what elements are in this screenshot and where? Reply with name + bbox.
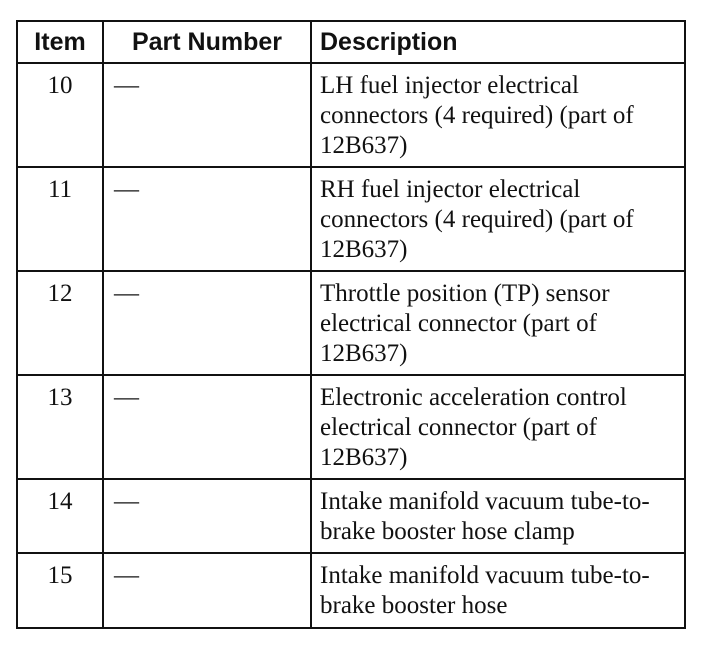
description-cell: Intake manifold vacuum tube-to-brake booster hose — [311, 553, 685, 628]
item-cell: 15 — [17, 553, 103, 628]
header-row — [17, 21, 685, 63]
table-row — [17, 63, 685, 167]
item-cell: 13 — [17, 375, 103, 479]
item-cell: 12 — [17, 271, 103, 375]
header-part-number: Part Number — [103, 21, 311, 63]
part-number-cell: — — [103, 479, 311, 553]
table-row — [17, 479, 685, 553]
description-cell: Throttle position (TP) sensor electrical connector (part of 12B637) — [311, 271, 685, 375]
table-row — [17, 375, 685, 479]
description-cell: Intake manifold vacuum tube-to-brake booster hose clamp — [311, 479, 685, 553]
description-cell: RH fuel injector electrical connectors (4 required) (part of 12B637) — [311, 167, 685, 271]
part-number-cell: — — [103, 553, 311, 628]
parts-table — [16, 20, 686, 629]
table-row — [17, 271, 685, 375]
description-cell: Electronic acceleration control electrical connector (part of 12B637) — [311, 375, 685, 479]
item-cell: 11 — [17, 167, 103, 271]
part-number-cell: — — [103, 375, 311, 479]
header-item: Item — [17, 21, 103, 63]
table-row — [17, 553, 685, 628]
part-number-cell: — — [103, 167, 311, 271]
description-cell: LH fuel injector electrical connectors (4 required) (part of 12B637) — [311, 63, 685, 167]
item-cell: 14 — [17, 479, 103, 553]
item-cell: 10 — [17, 63, 103, 167]
part-number-cell: — — [103, 271, 311, 375]
table-row — [17, 167, 685, 271]
header-description: Description — [311, 21, 685, 63]
part-number-cell: — — [103, 63, 311, 167]
